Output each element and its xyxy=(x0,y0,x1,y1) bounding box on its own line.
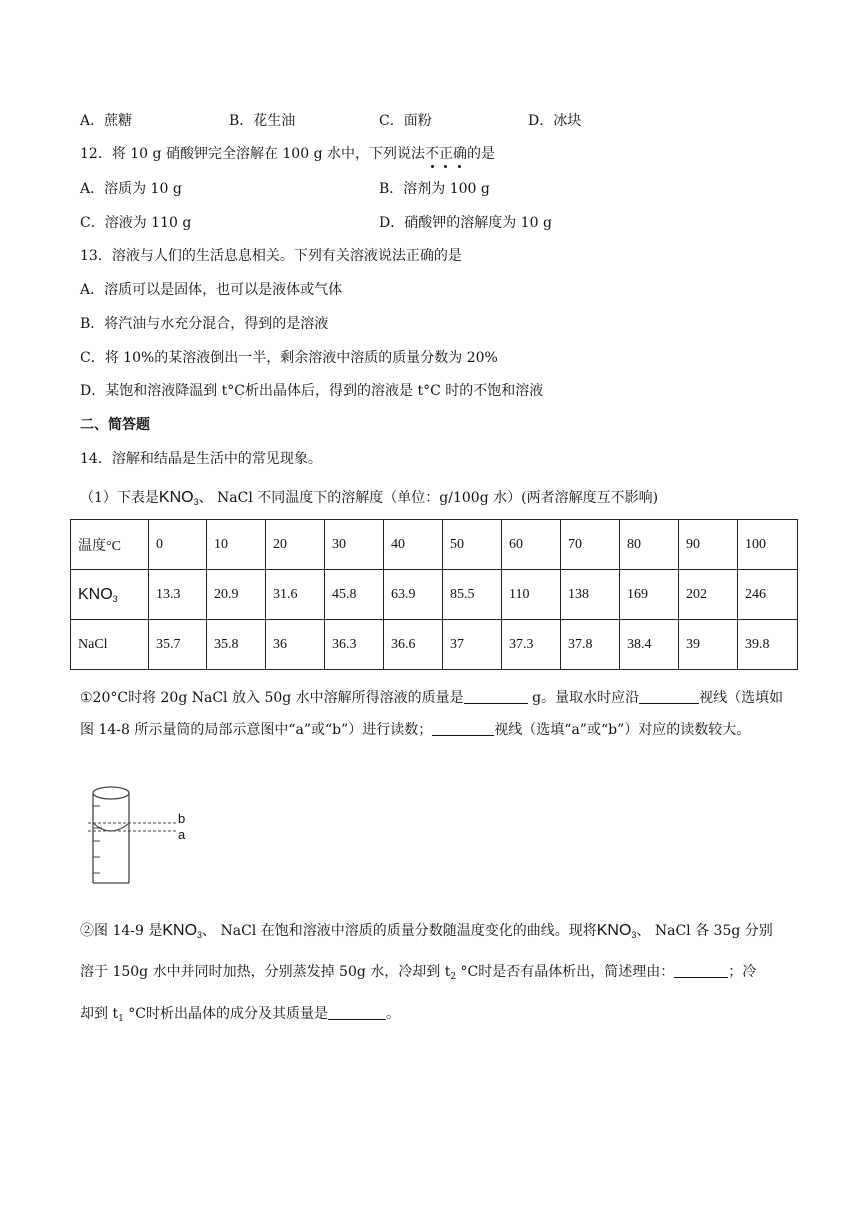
solubility-table xyxy=(70,519,798,670)
sub2-text: °C时析出晶体的成分及其质量是 xyxy=(123,1006,328,1022)
table-cell: 36.3 xyxy=(325,620,384,670)
q13-stem: 13．溶液与人们的生活息息相关。下列有关溶液说法正确的是 xyxy=(80,248,462,264)
q14-part1-intro xyxy=(80,488,658,512)
answer-blank[interactable] xyxy=(639,689,699,704)
sub2-text: ②图 14-9 是 xyxy=(80,923,163,939)
table-cell: 80 xyxy=(620,520,679,570)
table-cell: 50 xyxy=(443,520,502,570)
table-cell: 40 xyxy=(384,520,443,570)
q11-option-a: A．蔗糖 xyxy=(80,113,133,129)
sub2-text: 。 xyxy=(385,1006,400,1022)
part1-prefix: （1）下表是 xyxy=(80,490,159,506)
table-cell: 37 xyxy=(443,620,502,670)
table-cell: 138 xyxy=(561,570,620,620)
q13-option-d: D．某饱和溶液降温到 t°C析出晶体后，得到的溶液是 t°C 时的不饱和溶液 xyxy=(80,383,544,399)
q12-stem-emphasis xyxy=(425,146,467,162)
formula-text: KNO xyxy=(162,922,198,939)
table-cell: 39 xyxy=(679,620,738,670)
formula-subscript: 3 xyxy=(193,497,199,507)
table-cell: 20.9 xyxy=(207,570,266,620)
t-subscript: 2 xyxy=(450,972,457,982)
table-cell: 30 xyxy=(325,520,384,570)
q12-emph-text: 不正确 xyxy=(424,146,467,162)
q11-option-b: B．花生油 xyxy=(229,113,296,129)
sub2-text: °C时是否有晶体析出，简述理由： xyxy=(456,964,675,980)
kno3-formula xyxy=(162,922,202,939)
table-cell: 169 xyxy=(620,570,679,620)
q14-sub1 xyxy=(80,682,785,746)
formula-text: KNO xyxy=(78,585,113,603)
q13-option-c: C．将 10%的某溶液倒出一半，剩余溶液中溶质的质量分数为 20% xyxy=(80,350,498,366)
sub1-text: ①20°C时将 20g NaCl 放入 50g 水中溶解所得溶液的质量是 xyxy=(80,690,464,706)
table-cell: 0 xyxy=(149,520,207,570)
table-cell: 37.8 xyxy=(561,620,620,670)
q12-stem xyxy=(80,144,495,164)
emphasis-dot xyxy=(444,165,447,168)
answer-blank[interactable] xyxy=(432,721,494,736)
sub2-text: ；冷 xyxy=(728,964,757,980)
kno3-formula xyxy=(159,489,199,506)
answer-blank[interactable] xyxy=(328,1005,386,1020)
table-cell: 202 xyxy=(679,570,738,620)
row-label: 温度°C xyxy=(71,520,149,570)
q13-option-b: B．将汽油与水充分混合，得到的是溶液 xyxy=(80,316,329,332)
table-cell: 246 xyxy=(738,570,798,620)
sub2-text: 溶于 150g 水中并同时加热，分别蒸发掉 50g 水，冷却到 t xyxy=(80,964,451,980)
table-cell: 90 xyxy=(679,520,738,570)
q12-option-c: C．溶液为 110 g xyxy=(80,215,192,231)
kno3-formula xyxy=(597,922,637,939)
table-cell: 45.8 xyxy=(325,570,384,620)
table-cell: 13.3 xyxy=(149,570,207,620)
table-cell: 10 xyxy=(207,520,266,570)
table-cell: 60 xyxy=(502,520,561,570)
table-cell: 37.3 xyxy=(502,620,561,670)
table-cell: 20 xyxy=(266,520,325,570)
q12-stem-post: 的是 xyxy=(466,146,495,162)
table-cell: 110 xyxy=(502,570,561,620)
q11-option-d: D．冰块 xyxy=(528,113,582,129)
cylinder-rim xyxy=(93,787,129,799)
q13-option-a: A．溶质可以是固体，也可以是液体或气体 xyxy=(80,282,343,298)
sub2-text: 、 NaCl 在饱和溶液中溶质的质量分数随温度变化的曲线。现将 xyxy=(202,923,597,939)
table-cell: 35.7 xyxy=(149,620,207,670)
q12-option-a: A．溶质为 10 g xyxy=(80,181,182,197)
sub1-text: g。量取水时应沿 xyxy=(527,690,640,706)
table-cell: 35.8 xyxy=(207,620,266,670)
table-row-temperature xyxy=(71,520,798,570)
kno3-formula xyxy=(78,586,118,603)
meniscus xyxy=(93,823,129,831)
table-row-nacl xyxy=(71,620,798,670)
row-label: NaCl xyxy=(71,620,149,670)
q12-stem-pre: 12．将 10 g 硝酸钾完全溶解在 100 g 水中，下列说法 xyxy=(80,146,425,162)
q14-stem: 14．溶解和结晶是生活中的常见现象。 xyxy=(80,451,322,467)
label-a: a xyxy=(178,827,186,842)
formula-text: KNO xyxy=(158,489,194,506)
formula-subscript: 3 xyxy=(112,593,118,604)
table-row-kno3 xyxy=(71,570,798,620)
table-cell: 36 xyxy=(266,620,325,670)
formula-subscript: 3 xyxy=(197,930,203,940)
emphasis-dot xyxy=(431,165,434,168)
emphasis-dot xyxy=(458,165,461,168)
table-cell: 100 xyxy=(738,520,798,570)
formula-text: KNO xyxy=(596,922,632,939)
row-label xyxy=(71,570,149,620)
answer-blank[interactable] xyxy=(674,963,728,978)
table-cell: 70 xyxy=(561,520,620,570)
q11-option-c: C．面粉 xyxy=(379,113,432,129)
label-b: b xyxy=(178,811,186,826)
table-cell: 85.5 xyxy=(443,570,502,620)
section-title: 二、简答题 xyxy=(80,417,150,433)
sub1-text: 视线（选填“a”或“b”）对应的读数较大。 xyxy=(494,722,751,738)
table-cell: 38.4 xyxy=(620,620,679,670)
table-cell: 31.6 xyxy=(266,570,325,620)
q12-option-b: B．溶剂为 100 g xyxy=(379,181,490,197)
sub1-text: 图 14-8 所示量筒的局部示意图中“a”或“b”）进行读数； xyxy=(80,722,433,738)
part1-suffix: 、 NaCl 不同温度下的溶解度（单位：g/100g 水）(两者溶解度互不影响) xyxy=(198,490,659,506)
q12-option-d: D．硝酸钾的溶解度为 10 g xyxy=(379,215,552,231)
sub2-text: 却到 t xyxy=(80,1006,119,1022)
q14-sub2 xyxy=(80,912,785,1038)
scale-ticks xyxy=(93,806,102,873)
answer-blank[interactable] xyxy=(464,689,528,704)
t-subscript: 1 xyxy=(118,1014,124,1024)
table-cell: 36.6 xyxy=(384,620,443,670)
formula-subscript: 3 xyxy=(631,930,637,940)
sub2-text: 、 NaCl 各 35g 分别 xyxy=(636,923,773,939)
table-cell: 39.8 xyxy=(738,620,798,670)
sub1-text: 视线（选填如 xyxy=(699,690,784,706)
table-cell: 63.9 xyxy=(384,570,443,620)
